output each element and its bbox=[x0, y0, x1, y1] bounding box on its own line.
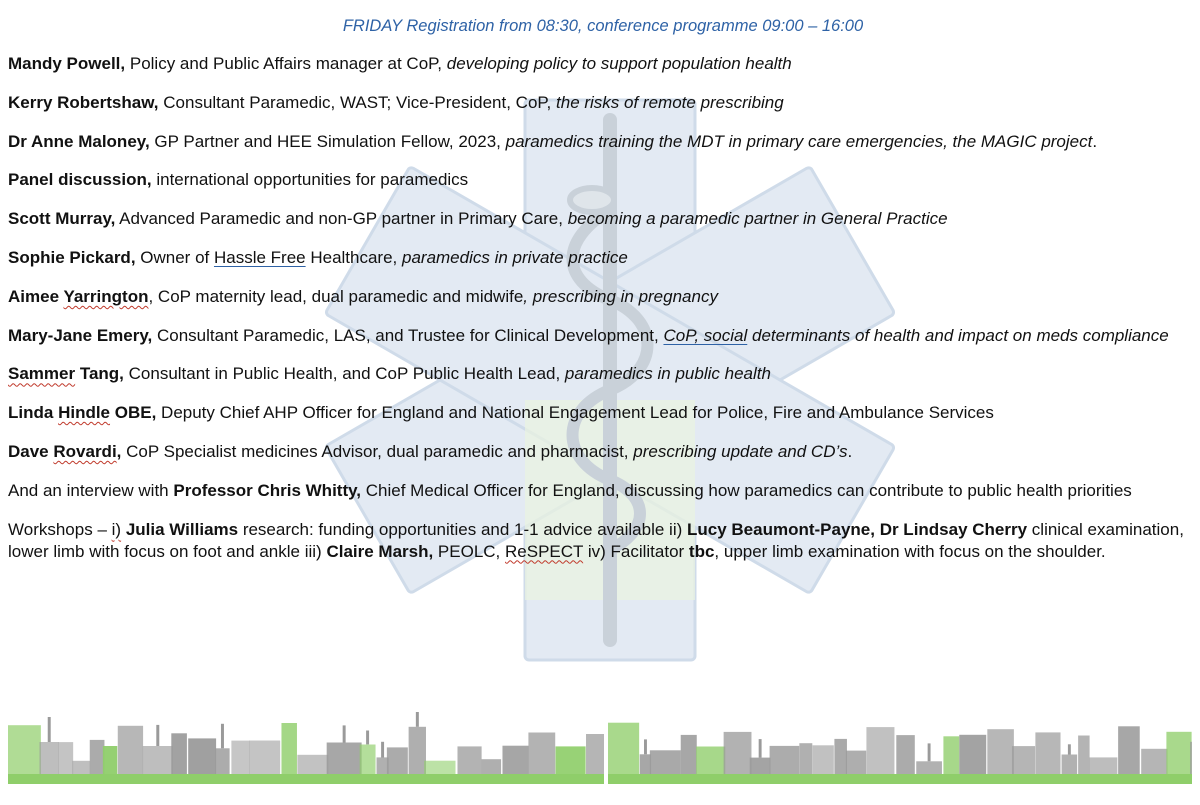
skyline-building bbox=[297, 755, 328, 774]
speaker-surname: Hindle bbox=[58, 403, 111, 423]
workshop-lead-claire-marsh: Claire Marsh, bbox=[326, 541, 434, 561]
speaker-role: Owner of bbox=[135, 247, 214, 267]
speaker-role: Deputy Chief AHP Officer for England and National Engagement Lead for Police, Fire and Ambulance Services bbox=[156, 403, 994, 423]
skyline-building bbox=[59, 742, 74, 774]
skyline-building bbox=[770, 746, 800, 774]
speaker-name: Scott Murray, bbox=[8, 209, 116, 229]
skyline-building bbox=[281, 723, 296, 774]
workshop-text: clinical examination, lower limb with focus on foot and ankle iii) bbox=[8, 519, 1184, 561]
speaker-entry-sammer-tang bbox=[8, 363, 1198, 385]
speaker-first-name: Sammer bbox=[8, 364, 76, 384]
speaker-topic: paramedics in private practice bbox=[402, 247, 628, 267]
skyline-building bbox=[866, 727, 894, 774]
skyline-building bbox=[1141, 749, 1167, 774]
speaker-entry-mary-jane-emery bbox=[8, 325, 1198, 347]
speaker-role: Advanced Paramedic and non-GP partner in Primary Care, bbox=[115, 209, 568, 229]
workshops-entry bbox=[8, 519, 1198, 563]
skyline-building bbox=[586, 734, 604, 774]
skyline-building bbox=[1166, 732, 1191, 774]
speaker-topic: developing policy to support population health bbox=[446, 54, 792, 73]
speaker-tail: . bbox=[1092, 131, 1098, 151]
skyline-building bbox=[750, 758, 771, 774]
workshop-text: PEOLC, bbox=[433, 541, 506, 561]
skyline-building bbox=[360, 745, 376, 775]
skyline-building bbox=[696, 747, 725, 775]
speaker-role: Consultant in Public Health, and CoP Public Health Lead, bbox=[123, 364, 565, 384]
skyline-building bbox=[846, 751, 866, 774]
skyline-building bbox=[188, 738, 216, 774]
speaker-topic: the risks of remote prescribing bbox=[556, 92, 784, 112]
respect-term: ReSPECT bbox=[505, 541, 584, 561]
speaker-topic: paramedics in public health bbox=[564, 364, 771, 384]
skyline-building bbox=[812, 745, 833, 774]
speaker-name: Mandy Powell, bbox=[8, 54, 126, 73]
speaker-topic: paramedics training the MDT in primary care emergencies, the MAGIC project bbox=[505, 131, 1093, 151]
skyline-spire bbox=[381, 742, 384, 758]
skyline-building bbox=[482, 759, 502, 774]
speaker-surname: Yarrington bbox=[63, 286, 149, 306]
workshop-facilitator-tbc: tbc bbox=[688, 541, 715, 561]
speaker-role: Policy and Public Affairs manager at CoP, bbox=[125, 54, 447, 73]
speaker-entry-aimee-yarrington bbox=[8, 286, 1198, 308]
workshop-text: iv) Facilitator bbox=[583, 541, 689, 561]
speaker-honour: OBE, bbox=[110, 403, 157, 423]
skyline-ground bbox=[608, 774, 1192, 784]
skyline-building bbox=[556, 746, 586, 774]
skyline-building bbox=[39, 742, 58, 774]
skyline-spire bbox=[366, 731, 369, 745]
skyline-building bbox=[1062, 755, 1078, 775]
speaker-topic: determinants of health and impact on meds compliance bbox=[747, 325, 1169, 345]
skyline-building bbox=[72, 761, 90, 774]
speaker-entry-scott-murray bbox=[8, 208, 1198, 230]
city-skyline-banner-left bbox=[8, 712, 604, 784]
speaker-entry-sophie-pickard bbox=[8, 247, 1198, 269]
skyline-building bbox=[327, 743, 362, 775]
skyline-spire bbox=[928, 743, 931, 761]
skyline-building bbox=[1012, 746, 1035, 774]
speaker-name-comma: , bbox=[116, 441, 122, 461]
skyline-spire bbox=[156, 725, 159, 746]
skyline-building bbox=[834, 739, 847, 774]
skyline-spire bbox=[644, 739, 647, 754]
workshop-lead-julia-williams: Julia Williams bbox=[125, 519, 239, 539]
interviewee-name: Professor Chris Whitty, bbox=[173, 480, 362, 500]
workshops-label: Workshops – bbox=[8, 519, 112, 539]
skyline-building bbox=[171, 733, 187, 774]
skyline-building bbox=[1089, 757, 1117, 774]
speaker-name: Panel discussion, bbox=[8, 170, 152, 190]
speaker-role: CoP Specialist medicines Advisor, dual paramedic and pharmacist, bbox=[121, 441, 634, 461]
skyline-ground bbox=[8, 774, 604, 784]
skyline-building bbox=[502, 746, 528, 774]
skyline-building bbox=[987, 729, 1014, 774]
skyline-building bbox=[1078, 736, 1089, 775]
skyline-building bbox=[215, 748, 229, 774]
speaker-name: Mary-Jane Emery, bbox=[8, 325, 153, 345]
skyline-building bbox=[1190, 742, 1192, 774]
skyline-building bbox=[943, 736, 959, 774]
skyline-spire bbox=[48, 717, 51, 742]
skyline-building bbox=[424, 761, 455, 774]
speaker-name: Aimee bbox=[8, 286, 64, 306]
skyline-spire bbox=[343, 725, 346, 742]
speaker-entry-dave-rovardi bbox=[8, 441, 1198, 463]
skyline-building bbox=[143, 746, 173, 774]
speaker-topic: prescribing update and CD’s bbox=[633, 441, 848, 461]
interview-description: Chief Medical Officer for England, discussing how paramedics can contribute to public health priorities bbox=[361, 480, 1132, 500]
speaker-name: Dr Anne Maloney, bbox=[8, 131, 150, 151]
speaker-role: GP Partner and HEE Simulation Fellow, 2023, bbox=[149, 131, 506, 151]
skyline-building bbox=[387, 747, 408, 774]
speaker-name: Tang, bbox=[75, 364, 124, 384]
skyline-building bbox=[681, 735, 697, 774]
skyline-building bbox=[724, 732, 752, 774]
panel-discussion-entry bbox=[8, 169, 1198, 191]
skyline-building bbox=[103, 746, 117, 774]
speaker-name: Linda bbox=[8, 403, 59, 423]
skyline-building bbox=[799, 743, 812, 774]
speaker-topic: becoming a paramedic partner in General Practice bbox=[567, 209, 948, 229]
skyline-building bbox=[118, 726, 143, 774]
skyline-spire bbox=[221, 724, 224, 749]
hassle-free-link[interactable]: Hassle Free bbox=[213, 247, 306, 267]
speaker-role: international opportunities for paramedics bbox=[151, 170, 469, 190]
skyline-building bbox=[608, 723, 639, 774]
speaker-name: Dave bbox=[8, 441, 54, 461]
skyline-building bbox=[1118, 726, 1140, 774]
skyline-building bbox=[640, 754, 651, 774]
workshop-lead-lucy-lindsay: Lucy Beaumont-Payne, Dr Lindsay Cherry bbox=[686, 519, 1028, 539]
speaker-role: Consultant Paramedic, LAS, and Trustee for Clinical Development, bbox=[152, 325, 664, 345]
skyline-building bbox=[528, 733, 555, 775]
speaker-role: , CoP maternity lead, dual paramedic and midwife bbox=[148, 286, 524, 306]
speaker-role: Consultant Paramedic, WAST; Vice-President, CoP, bbox=[158, 92, 557, 112]
speaker-name: Kerry Robertshaw, bbox=[8, 92, 159, 112]
skyline-building bbox=[916, 761, 942, 774]
interview-entry bbox=[8, 480, 1198, 502]
speaker-role-rest: Healthcare, bbox=[305, 247, 402, 267]
skyline-building bbox=[896, 735, 914, 774]
interview-intro: And an interview with bbox=[8, 480, 174, 500]
skyline-spire bbox=[759, 739, 762, 758]
skyline-spire bbox=[416, 712, 419, 727]
skyline-building bbox=[231, 741, 249, 774]
skyline-building bbox=[249, 741, 280, 775]
skyline-building bbox=[457, 746, 481, 774]
workshop-text: , upper limb examination with focus on the shoulder. bbox=[714, 541, 1106, 561]
speaker-entry-kerry-robertshaw bbox=[8, 92, 1198, 114]
skyline-building bbox=[1035, 732, 1060, 774]
skyline-building bbox=[650, 750, 681, 774]
workshop-numeral-i: i) bbox=[111, 519, 122, 539]
skyline-spire bbox=[1068, 744, 1071, 754]
workshop-text: research: funding opportunities and 1-1 advice available ii) bbox=[238, 519, 687, 539]
speaker-surname: Rovardi bbox=[53, 441, 117, 461]
cop-social-underlined: CoP, social bbox=[663, 325, 748, 345]
skyline-building bbox=[90, 740, 105, 774]
programme-header: FRIDAY Registration from 08:30, conference programme 09:00 – 16:00 bbox=[342, 17, 864, 35]
speaker-tail: . bbox=[847, 441, 853, 461]
speaker-entry-anne-maloney bbox=[8, 131, 1198, 153]
speaker-entry-mandy-powell bbox=[8, 53, 1198, 75]
speaker-entry-linda-hindle bbox=[8, 402, 1198, 424]
speaker-name: Sophie Pickard, bbox=[8, 247, 136, 267]
skyline-building bbox=[8, 725, 41, 774]
programme-content bbox=[8, 16, 1198, 563]
speaker-topic: , prescribing in pregnancy bbox=[523, 286, 718, 306]
skyline-building bbox=[959, 735, 986, 774]
city-skyline-banner-right bbox=[608, 712, 1192, 784]
skyline-building bbox=[409, 727, 426, 774]
